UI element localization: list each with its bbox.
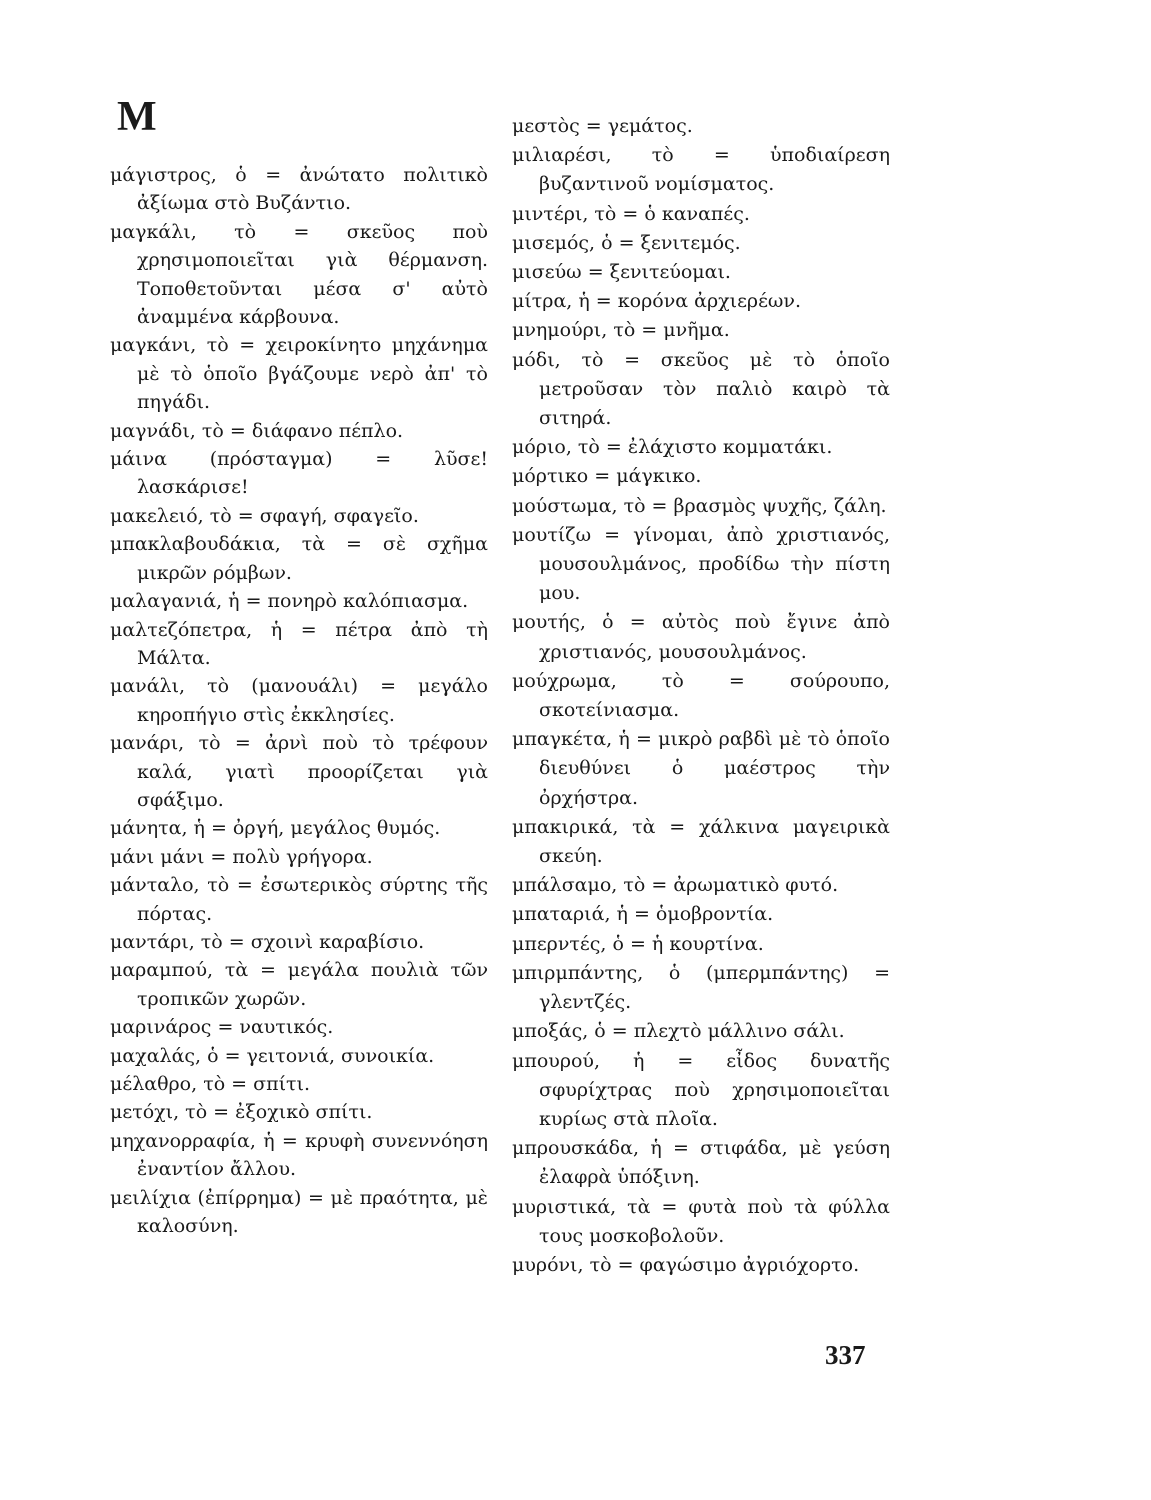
dictionary-entry: μάγιστρος, ὁ = ἀνώτατο πολιτικὸ ἀξίωμα στὸ Βυζάντιο. — [110, 164, 488, 215]
dictionary-entry: μιλιαρέσι, τὸ = ὑποδιαίρεση βυζαντινοῦ νομίσματος. — [512, 144, 890, 196]
section-letter: Μ — [117, 94, 157, 140]
dictionary-entry: μόριο, τὸ = ἐλάχιστο κομματάκι. — [512, 436, 833, 459]
dictionary-entry: μπακλαβουδάκια, τὰ = σὲ σχῆμα μικρῶν ρόμβων. — [110, 533, 488, 584]
dictionary-entry: μουτίζω = γίνομαι, ἀπὸ χριστιανός, μουσουλμάνος, προδίδω τὴν πίστη μου. — [512, 523, 890, 605]
dictionary-entry: μυριστικά, τὰ = φυτὰ ποὺ τὰ φύλλα τους μοσκοβολοῦν. — [512, 1195, 890, 1247]
dictionary-entry: μαλτεζόπετρα, ἡ = πέτρα ἀπὸ τὴ Μάλτα. — [110, 618, 488, 669]
dictionary-entry: μηχανορραφία, ἡ = κρυφὴ συνεννόηση ἐναντίον ἄλλου. — [110, 1129, 488, 1181]
dictionary-entry: μιντέρι, τὸ = ὁ καναπές. — [512, 202, 750, 225]
dictionary-entry: μαραμπού, τὰ = μεγάλα πουλιὰ τῶν τροπικῶν χωρῶν. — [110, 959, 488, 1010]
dictionary-entry: μισεμός, ὁ = ξενιτεμός. — [512, 231, 741, 254]
dictionary-entry: μούχρωμα, τὸ = σούρουπο, σκοτείνιασμα. — [512, 669, 890, 722]
dictionary-entry: μυρόνι, τὸ = φαγώσιμο ἀγριόχορτο. — [512, 1253, 860, 1276]
dictionary-entry: μποξάς, ὁ = πλεχτὸ μάλλινο σάλι. — [512, 1020, 845, 1043]
dictionary-entry: μάνταλο, τὸ = ἐσωτερικὸς σύρτης τῆς πόρτας. — [110, 874, 488, 925]
dictionary-entry: μούστωμα, τὸ = βρασμὸς ψυχῆς, ζάλη. — [512, 494, 887, 517]
dictionary-entry: μάνητα, ἡ = ὀργή, μεγάλος θυμός. — [110, 817, 441, 840]
dictionary-entry: μαχαλάς, ὁ = γειτονιά, συνοικία. — [110, 1044, 435, 1067]
dictionary-entry: μαγκάνι, τὸ = χειροκίνητο μηχάνημα μὲ τὸ ὁποῖο βγάζουμε νερὸ ἀπ' τὸ πηγάδι. — [110, 334, 488, 414]
dictionary-entry: μπαγκέτα, ἡ = μικρὸ ραβδὶ μὲ τὸ ὁποῖο διευθύνει ὁ μαέστρος τὴν ὀρχήστρα. — [512, 728, 890, 809]
dictionary-entry: μαλαγανιά, ἡ = πονηρὸ καλόπιασμα. — [110, 590, 469, 613]
dictionary-entry: μπρουσκάδα, ἡ = στιφάδα, μὲ γεύση ἐλαφρὰ ὑπόξινη. — [512, 1137, 890, 1189]
dictionary-entry: μπάλσαμο, τὸ = ἀρωματικὸ φυτό. — [512, 874, 839, 897]
dictionary-entry: μέλαθρο, τὸ = σπίτι. — [110, 1073, 311, 1095]
dictionary-entry: μίτρα, ἡ = κορόνα ἀρχιερέων. — [512, 290, 802, 313]
dictionary-entry: μανάρι, τὸ = ἀρνὶ ποὺ τὸ τρέφουν καλά, γιατὶ προορίζεται γιὰ σφάξιμο. — [110, 732, 488, 811]
dictionary-entry: μόρτικο = μάγκικο. — [512, 465, 702, 488]
left-column — [110, 161, 488, 1240]
dictionary-entry: μανάλι, τὸ (μανουάλι) = μεγάλο κηροπήγιο στὶς ἐκκλησίες. — [110, 675, 488, 726]
dictionary-entry: μισεύω = ξενιτεύομαι. — [512, 261, 731, 284]
dictionary-entry: μεστὸς = γεμάτος. — [512, 115, 693, 137]
right-column — [512, 112, 890, 1280]
dictionary-entry: μάινα (πρόσταγμα) = λῦσε! λασκάρισε! — [110, 448, 488, 499]
dictionary-entry: μπαταριά, ἡ = ὁμοβροντία. — [512, 903, 774, 926]
dictionary-entry: μπιρμπάντης, ὁ (μπερμπάντης) = γλεντζές. — [512, 961, 890, 1014]
dictionary-entry: μαγκάλι, τὸ = σκεῦος ποὺ χρησιμοποιεῖται γιὰ θέρμανση. Τοποθετοῦνται μέσα σ' αὐτὸ ἀναμμένα κάρβουνα. — [110, 220, 488, 329]
dictionary-entry: μακελειό, τὸ = σφαγή, σφαγεῖο. — [110, 504, 419, 527]
dictionary-entry: μάνι μάνι = πολὺ γρήγορα. — [110, 845, 373, 868]
dictionary-entry: μαντάρι, τὸ = σχοινὶ καραβίσιο. — [110, 930, 425, 953]
dictionary-entry: μαγνάδι, τὸ = διάφανο πέπλο. — [110, 419, 404, 442]
dictionary-entry: μπερντές, ὁ = ἡ κουρτίνα. — [512, 932, 764, 955]
dictionary-entry: μαρινάρος = ναυτικός. — [110, 1016, 334, 1039]
dictionary-entry: μετόχι, τὸ = ἐξοχικὸ σπίτι. — [110, 1101, 373, 1124]
dictionary-entry: μνημούρι, τὸ = μνῆμα. — [512, 319, 730, 342]
dictionary-entry: μειλίχια (ἐπίρρημα) = μὲ πραότητα, μὲ καλοσύνη. — [110, 1186, 488, 1238]
dictionary-entry: μουτής, ὁ = αὐτὸς ποὺ ἔγινε ἀπὸ χριστιανός, μουσουλμάνος. — [512, 611, 890, 663]
page-number: 337 — [825, 1340, 866, 1370]
dictionary-entry: μπουρού, ἡ = εἶδος δυνατῆς σφυρίχτρας ποὺ χρησιμοποιεῖται κυρίως στὰ πλοῖα. — [512, 1049, 890, 1130]
dictionary-entry: μόδι, τὸ = σκεῦος μὲ τὸ ὁποῖο μετροῦσαν τὸν παλιὸ καιρὸ τὰ σιτηρά. — [512, 348, 890, 430]
dictionary-entry: μπακιρικά, τὰ = χάλκινα μαγειρικὰ σκεύη. — [512, 815, 890, 868]
